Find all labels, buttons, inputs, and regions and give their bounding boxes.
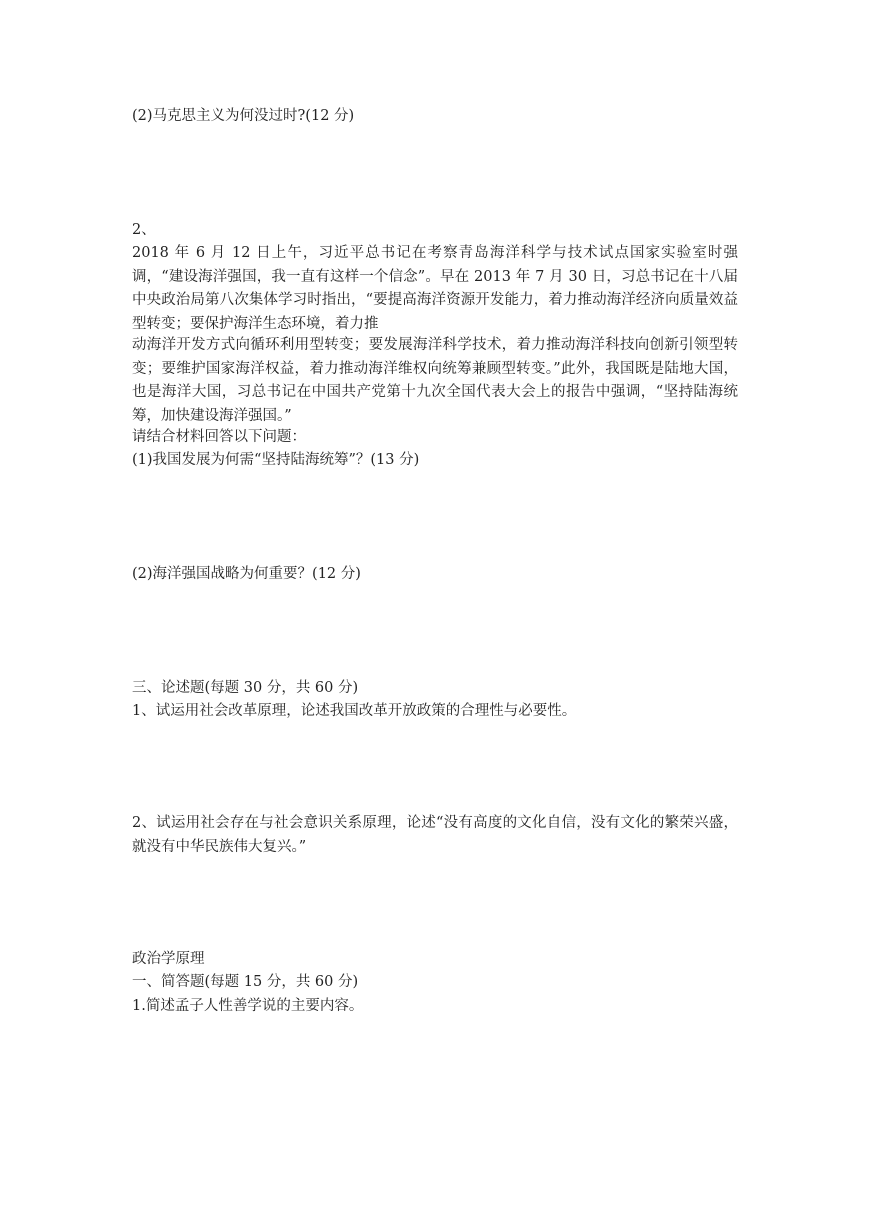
case-question-1: (1)我国发展为何需“坚持陆海统筹”？(13 分) (132, 452, 420, 468)
case-prompt: 请结合材料回答以下问题： (132, 429, 306, 445)
essay-question-1: 1、试运用社会改革原理，论述我国改革开放政策的合理性与必要性。 (132, 703, 577, 719)
subject-title: 政治学原理 (132, 951, 205, 967)
case-number: 2、 (132, 222, 156, 238)
essay-section-heading: 三、论述题(每题 30 分，共 60 分) (132, 680, 359, 696)
essay-question-2: 2、试运用社会存在与社会意识关系原理，论述“没有高度的文化自信，没有文化的繁荣兴盛，就没有中华民族伟大复兴。” (132, 815, 738, 855)
case-material-continuation: 动海洋开发方式向循环利用型转变；要发展海洋科学技术，着力推动海洋科技向创新引领型转变；要维护国家海洋权益，着力推动海洋维权向统筹兼顾型转变。”此外，我国既是陆地大国，也是海洋大国，习总书记在中国共产党第十九次全国代表大会上的报告中强调，“坚持陆海统筹，加快建设海洋强国。” (132, 337, 738, 424)
question-text: (2)马克思主义为何没过时?(12 分) (132, 108, 355, 124)
short-answer-heading: 一、简答题(每题 15 分，共 60 分) (132, 974, 359, 990)
case-question-2: (2)海洋强国战略为何重要？(12 分) (132, 566, 361, 582)
short-answer-question-1: 1.简述孟子人性善学说的主要内容。 (132, 998, 364, 1014)
case-material-paragraph: 2018 年 6 月 12 日上午，习近平总书记在考察青岛海洋科学与技术试点国家实验室时强调，“建设海洋强国，我一直有这样一个信念”。早在 2013 年 7 月 30 日，习总书记在十八届中央政治局第八次集体学习时指出，“要提高海洋资源开发能力，着力推动海洋经济向质量效益型转变；要保护海洋生态环境，着力推 (132, 245, 738, 332)
